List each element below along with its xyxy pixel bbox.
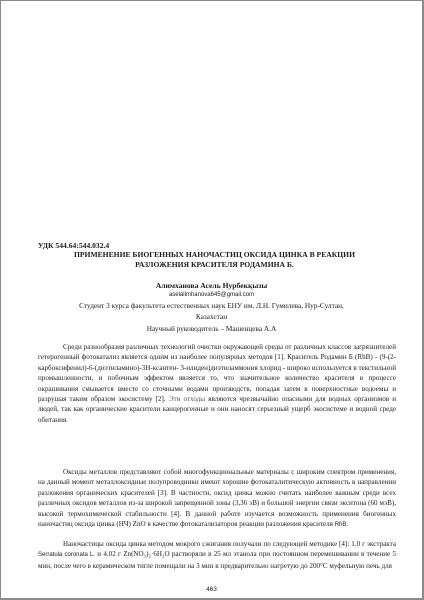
affiliation-line-1: Студент 3 курса факультета естественных наук ЕНУ им. Л.Н. Гумилева, Нур-Султан, — [79, 301, 344, 310]
udk-code: УДК 544.64:544.032.4 — [38, 241, 110, 250]
author-email-link[interactable]: aselalimhanova645@gmail.com — [168, 292, 255, 298]
paragraph-1-text-after: являются чрезвычайно опасными для водных организмов и людей, так как органические красители канцерогенные и они наносят серьезный ущерб экосистеме и водной среде обитания. — [38, 395, 396, 424]
affiliation-line-2: Казахстан — [195, 312, 228, 321]
paragraph-1-gray-text: Эти отходы — [168, 395, 206, 404]
paragraph-3-text: Наночастицы оксида цинка методом мокрого сжигания получали по следующей методике [4]: 1.0 г экстракта — [63, 540, 396, 548]
article-title-line-2: РАЗЛОЖЕНИЯ КРАСИТЕЛЯ РОДАМИНА Б. — [135, 260, 294, 269]
paragraph-3-sans-text: Serratula coronata L. — [38, 552, 96, 559]
author-name: Алимханова Асель Нурбекқызы — [155, 281, 268, 290]
paragraph-2-text-after: . — [346, 520, 349, 529]
paragraph-1-text: Среди разнообразия различных технологий очистки окружающей среды от различных классов загрязнителей гетерогенный фотокатализ является одним из наиболее популярных методов [1]. Краситель Родамин Б (RhB) - (9-(2-карбоксифенил)-6-(диэтиламино)-3Н-ксантен- 3-илиден)диэтиламмония хлорид - широко используется в текстильной промышленности, и побочным эффектом является то, что значительное количество красителя в процессе окрашивания смывается вместе со сточными водами производств, попадая затем в поверхностные водоемы и разрушая таким образом экосистему [2]. — [38, 343, 396, 404]
paragraph-2-text: Оксиды металлов представляют собой многофункциональные материалы с широким спектром применения, на данный момент металлоксидные полупроводники имеют хорошие фотокаталитическую активность в направлении разложения органических красителей [3]. В частности, оксид цинка можно считать наиболее важным среди всех различных оксидов металлов из-за широкой запрещенной зоны (3,36 эВ) и большой энергии связи экситона (60 мэВ), высокой термохимической стабильности [4]. В данной работе изучается возможность применения биогенных наночастиц оксида цинка (НЧ) ZnO в качестве фотокатализаторов реакции разложения красителя — [38, 468, 396, 529]
paragraph-2 — [38, 467, 396, 530]
supervisor-line: Научный руководитель – Машенцева А.А — [146, 324, 277, 333]
paragraph-2-sans-text: RhB — [334, 522, 347, 529]
document-page — [1, 1, 422, 598]
paragraph-3 — [38, 539, 396, 571]
paragraph-1 — [38, 342, 396, 425]
article-title-line-1: ПРИМЕНЕНИЕ БИОГЕННЫХ НАНОЧАСТИЦ ОКСИДА ЦИНКА В РЕАКЦИИ — [74, 250, 355, 259]
paragraph-3-text-after: и 4.02 г Zn(NO₃)₂·6H₂O растворяли в 25 мл этанола при постоянном перемешивании в течение 5 мин, после чего в керамическом тигле помещали на 3 мин в предварительно нагретую до 200°С муфельную печь для — [38, 550, 396, 570]
page-number: 463 — [206, 586, 217, 593]
